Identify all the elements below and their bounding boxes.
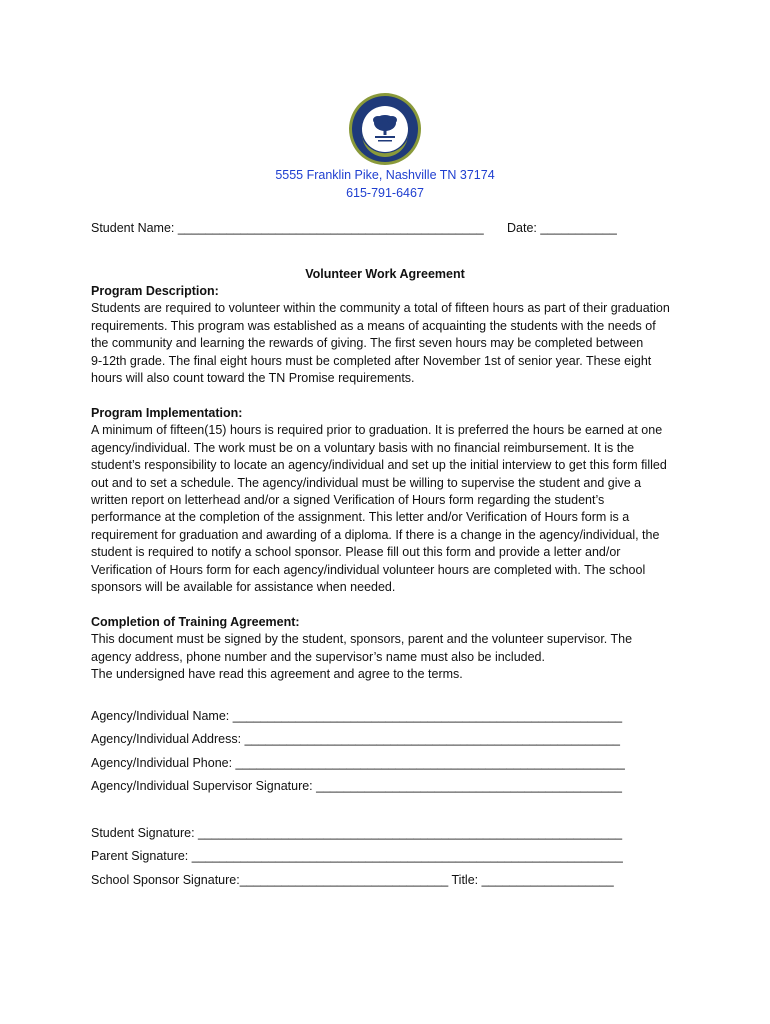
paragraph-line: sponsors will be available for assistance when needed. [91,580,396,595]
paragraph-line: A minimum of fifteen(15) hours is required prior to graduation. It is preferred the hours be earned at one [91,423,663,438]
paragraph-line: performance at the completion of the assignment. This letter and/or Verification of Hours form is a [91,510,630,525]
paragraph-line: Students are required to volunteer within the community a total of fifteen hours as part of their graduation [91,301,670,316]
completion-agreement-section [91,614,681,684]
paragraph-line: Verification of Hours form for each agency/individual volunteer hours are completed with. The school [91,562,646,577]
paragraph-line: student’s responsibility to locate an agency/individual and set up the initial interview to get this form filled [91,458,667,473]
agency-address-field[interactable]: Agency/Individual Address: ______________________________________________________ [91,732,620,746]
program-implementation-section [91,405,681,596]
paragraph-line: requirement for graduation and awarding of a diploma. If there is a change in the agency/individual, the [91,527,660,542]
school-address: 5555 Franklin Pike, Nashville TN 37174 [275,168,495,182]
paragraph-line: the community and learning the rewards of giving. The first seven hours may be completed between [91,336,644,351]
paragraph-line: hours will also count toward the TN Promise requirements. [91,371,415,386]
document-title: Volunteer Work Agreement [305,267,465,281]
paragraph-line: The undersigned have read this agreement and agree to the terms. [91,667,463,682]
student-signature-field[interactable]: Student Signature: _____________________________________________________________ [91,826,623,840]
paragraph-line: written report on letterhead and/or a signed Verification of Hours form regarding the student’s [91,493,605,508]
program-implementation-heading: Program Implementation: [91,406,243,420]
program-description-section [91,283,681,387]
program-description-heading: Program Description: [91,284,219,298]
paragraph-line: agency address, phone number and the supervisor’s name must also be included. [91,649,545,664]
agency-phone-field[interactable]: Agency/Individual Phone: ________________________________________________________ [91,756,625,770]
school-seal-logo [348,92,422,166]
paragraph-line: This document must be signed by the student, sponsors, parent and the volunteer supervisor. The [91,632,633,647]
supervisor-signature-field[interactable]: Agency/Individual Supervisor Signature: ____________________________________________ [91,779,623,793]
agency-name-field[interactable]: Agency/Individual Name: ________________________________________________________ [91,709,623,723]
completion-agreement-heading: Completion of Training Agreement: [91,615,300,629]
paragraph-line: requirements. This program was established as a means of acquainting the students with the needs of [91,318,656,333]
sponsor-signature-field[interactable]: School Sponsor Signature:______________________________ Title: ___________________ [91,873,614,887]
student-name-field[interactable]: Student Name: ____________________________________________ [91,221,484,235]
paragraph-line: agency/individual. The work must be on a voluntary basis with no financial reimbursement. It is the [91,440,635,455]
paragraph-line: 9-12th grade. The final eight hours must be completed after November 1st of senior year. These eight [91,353,652,368]
parent-signature-field[interactable]: Parent Signature: ______________________________________________________________ [91,849,623,863]
date-field[interactable]: Date: ___________ [507,221,617,235]
paragraph-line: student is required to notify a school sponsor. Please fill out this form and provide a letter and/or [91,545,621,560]
school-phone: 615-791-6467 [346,186,424,200]
paragraph-line: out and to set a schedule. The agency/individual must be willing to supervise the student and give a [91,475,642,490]
